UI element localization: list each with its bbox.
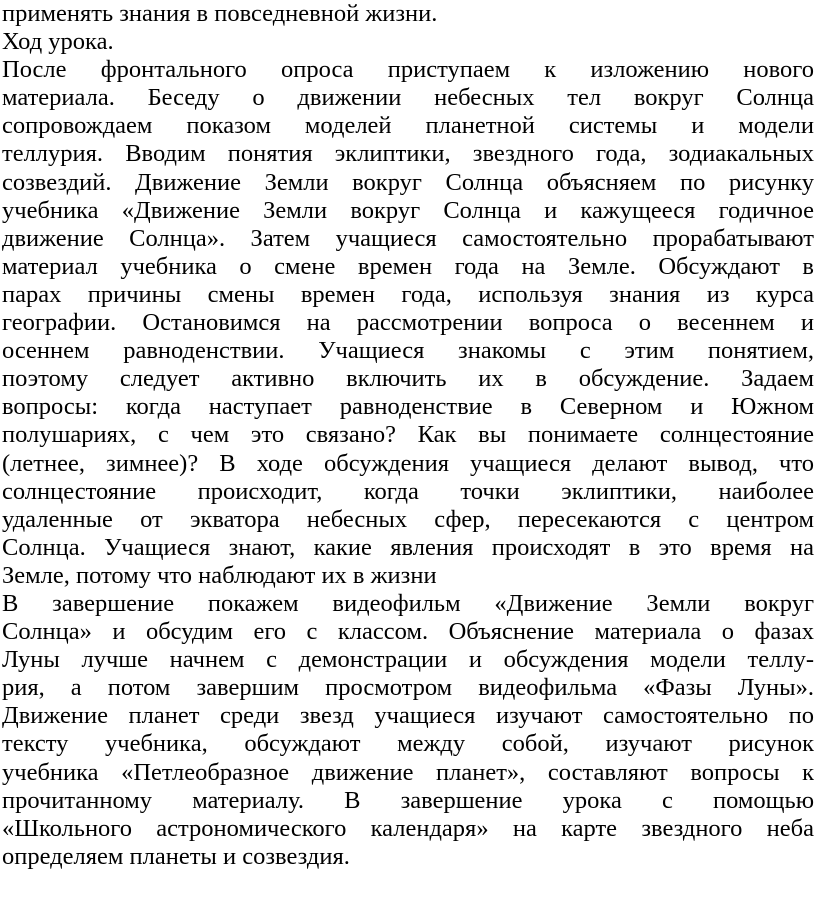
text-line: Ход урока. bbox=[2, 28, 114, 56]
text-line: движение Солнца». Затем учащиеся самостоятельно прорабатывают bbox=[2, 224, 814, 252]
text-line: парах причины смены времен года, используя знания из курса bbox=[2, 280, 814, 308]
text-line: солнцестояние происходит, когда точки эклиптики, наиболее bbox=[2, 477, 814, 505]
text-line: вопросы: когда наступает равноденствие в Северном и Южном bbox=[2, 393, 814, 421]
text-line: географии. Остановимся на рассмотрении вопроса о весеннем и bbox=[2, 309, 814, 337]
text-line: полушариях, с чем это связано? Как вы понимаете солнцестояние bbox=[2, 421, 814, 449]
text-line: прочитанному материалу. В завершение урока с помощью bbox=[2, 786, 814, 814]
text-line: удаленные от экватора небесных сфер, пересекаются с центром bbox=[2, 505, 814, 533]
text-line: тексту учебника, обсуждают между собой, изучают рисунок bbox=[2, 730, 814, 758]
text-line: применять знания в повседневной жизни. bbox=[2, 0, 438, 27]
text-line: Солнца» и обсудим его с классом. Объяснение материала о фазах bbox=[2, 618, 814, 646]
text-line: «Школьного астрономического календаря» на карте звездного неба bbox=[2, 814, 814, 842]
text-line: теллурия. Вводим понятия эклиптики, звездного года, зодиакальных bbox=[2, 140, 814, 168]
text-line: После фронтального опроса приступаем к изложению нового bbox=[2, 56, 814, 84]
text-line: (летнее, зимнее)? В ходе обсуждения учащиеся делают вывод, что bbox=[2, 449, 814, 477]
text-line: Солнца. Учащиеся знают, какие явления происходят в это время на bbox=[2, 533, 814, 561]
text-line: Земле, потому что наблюдают их в жизни bbox=[2, 561, 437, 589]
text-line: учебника «Движение Земли вокруг Солнца и кажущееся годичное bbox=[2, 196, 814, 224]
text-line: материал учебника о смене времен года на Земле. Обсуждают в bbox=[2, 252, 814, 280]
text-line: сопровождаем показом моделей планетной системы и модели bbox=[2, 112, 814, 140]
text-line: учебника «Петлеобразное движение планет», составляют вопросы к bbox=[2, 758, 814, 786]
text-line: осеннем равноденствии. Учащиеся знакомы с этим понятием, bbox=[2, 337, 814, 365]
text-line: определяем планеты и созвездия. bbox=[2, 842, 350, 870]
text-line: В завершение покажем видеофильм «Движение Земли вокруг bbox=[2, 589, 814, 617]
text-line: материала. Беседу о движении небесных тел вокруг Солнца bbox=[2, 84, 814, 112]
text-line: Луны лучше начнем с демонстрации и обсуждения модели теллу- bbox=[2, 646, 814, 674]
text-line: созвездий. Движение Земли вокруг Солнца объясняем по рисунку bbox=[2, 168, 814, 196]
text-line: рия, а потом завершим просмотром видеофильма «Фазы Луны». bbox=[2, 674, 814, 702]
text-line: поэтому следует активно включить их в обсуждение. Задаем bbox=[2, 365, 814, 393]
text-line: Движение планет среди звезд учащиеся изучают самостоятельно по bbox=[2, 702, 814, 730]
